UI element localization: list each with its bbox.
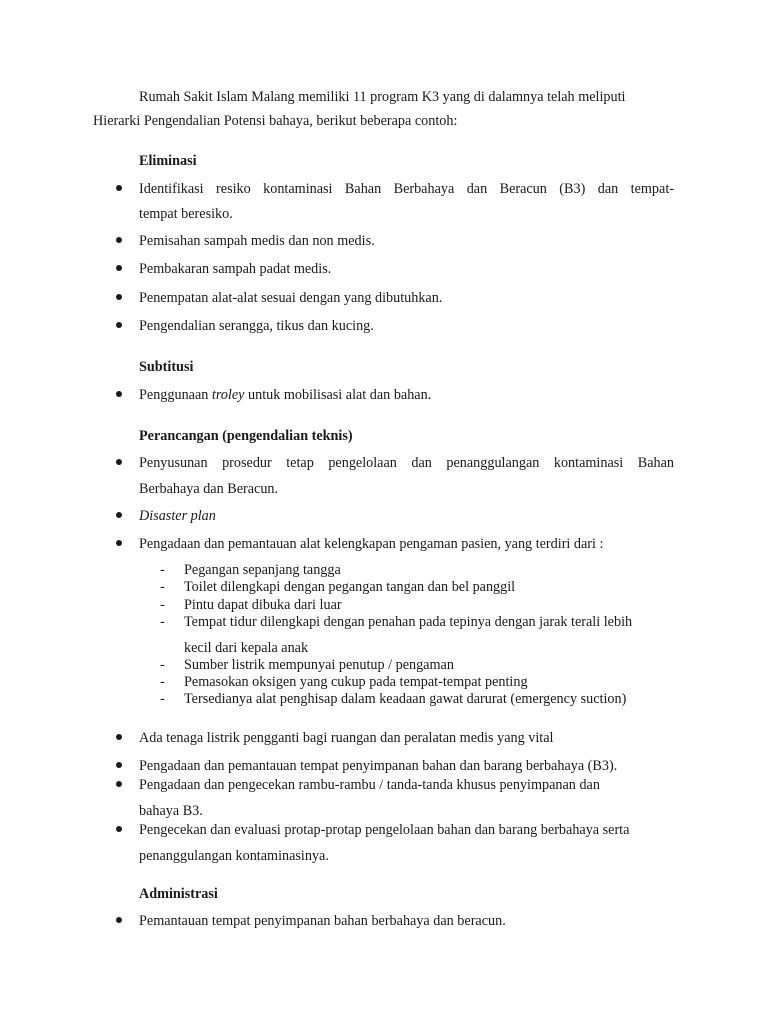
bullet-icon (116, 237, 122, 243)
list-item-perancangan-7: Pengecekan dan evaluasi protap-protap pengelolaan bahan dan barang berbahaya serta (139, 822, 630, 838)
sub-item-6: Pemasokan oksigen yang cukup pada tempat-tempat penting (184, 674, 528, 690)
sub-item-4-cont: kecil dari kepala anak (184, 640, 309, 656)
bullet-icon (116, 459, 122, 465)
item-text: untuk mobilisasi alat dan bahan. (244, 387, 432, 403)
list-item-administrasi-1: Pemantauan tempat penyimpanan bahan berbahaya dan beracun. (139, 913, 506, 929)
list-item-eliminasi-1: Identifikasi resiko kontaminasi Bahan Berbahaya dan Beracun (B3) dan tempat- (139, 181, 674, 197)
bullet-icon (116, 265, 122, 271)
sub-item-3: Pintu dapat dibuka dari luar (184, 597, 342, 613)
list-item-eliminasi-3: Pembakaran sampah padat medis. (139, 261, 332, 277)
dash-marker: - (160, 597, 165, 613)
dash-marker: - (160, 579, 165, 595)
item-italic-term: Disaster plan (139, 508, 216, 524)
sub-item-7: Tersedianya alat penghisap dalam keadaan gawat darurat (emergency suction) (184, 691, 627, 707)
bullet-icon (116, 917, 122, 923)
list-item-perancangan-1-cont: Berbahaya dan Beracun. (139, 481, 279, 497)
list-item-perancangan-7-cont: penanggulangan kontaminasinya. (139, 848, 329, 864)
bullet-icon (116, 294, 122, 300)
list-item-eliminasi-2: Pemisahan sampah medis dan non medis. (139, 233, 375, 249)
item-text: Penggunaan (139, 387, 212, 403)
item-italic-term: troley (211, 387, 245, 403)
list-item-perancangan-1: Penyusunan prosedur tetap pengelolaan dan penanggulangan kontaminasi Bahan (139, 455, 674, 471)
bullet-icon (116, 391, 122, 397)
bullet-icon (116, 322, 122, 328)
list-item-perancangan-2 (139, 507, 216, 525)
bullet-icon (116, 540, 122, 546)
sub-item-1: Pegangan sepanjang tangga (184, 562, 341, 578)
sub-item-4: Tempat tidur dilengkapi dengan penahan pada tepinya dengan jarak terali lebih (184, 614, 633, 630)
dash-marker: - (160, 614, 165, 630)
bullet-icon (116, 826, 122, 832)
list-item-perancangan-6-cont: bahaya B3. (139, 803, 203, 819)
dash-marker: - (160, 562, 165, 578)
heading-subtitusi: Subtitusi (139, 359, 194, 375)
list-item-eliminasi-4: Penempatan alat-alat sesuai dengan yang dibutuhkan. (139, 290, 443, 306)
bullet-icon (116, 734, 122, 740)
list-item-subtitusi-1 (139, 386, 431, 404)
bullet-icon (116, 762, 122, 768)
heading-perancangan: Perancangan (pengendalian teknis) (139, 428, 353, 444)
list-item-eliminasi-5: Pengendalian serangga, tikus dan kucing. (139, 318, 374, 334)
heading-administrasi: Administrasi (139, 886, 218, 902)
bullet-icon (116, 781, 122, 787)
intro-line-2: Hierarki Pengendalian Potensi bahaya, berikut beberapa contoh: (93, 113, 458, 129)
dash-marker: - (160, 657, 165, 673)
intro-line-1: Rumah Sakit Islam Malang memiliki 11 program K3 yang di dalamnya telah meliputi (139, 89, 626, 105)
list-item-perancangan-6: Pengadaan dan pengecekan rambu-rambu / tanda-tanda khusus penyimpanan dan (139, 777, 600, 793)
list-item-perancangan-4: Ada tenaga listrik pengganti bagi ruangan dan peralatan medis yang vital (139, 730, 554, 746)
dash-marker: - (160, 674, 165, 690)
sub-item-5: Sumber listrik mempunyai penutup / pengaman (184, 657, 454, 673)
bullet-icon (116, 185, 122, 191)
heading-eliminasi: Eliminasi (139, 153, 197, 169)
sub-item-2: Toilet dilengkapi dengan pegangan tangan dan bel panggil (184, 579, 516, 595)
list-item-perancangan-3: Pengadaan dan pemantauan alat kelengkapan pengaman pasien, yang terdiri dari : (139, 536, 604, 552)
dash-marker: - (160, 691, 165, 707)
bullet-icon (116, 512, 122, 518)
list-item-perancangan-5: Pengadaan dan pemantauan tempat penyimpanan bahan dan barang berbahaya (B3). (139, 758, 618, 774)
list-item-eliminasi-1-cont: tempat beresiko. (139, 206, 233, 222)
